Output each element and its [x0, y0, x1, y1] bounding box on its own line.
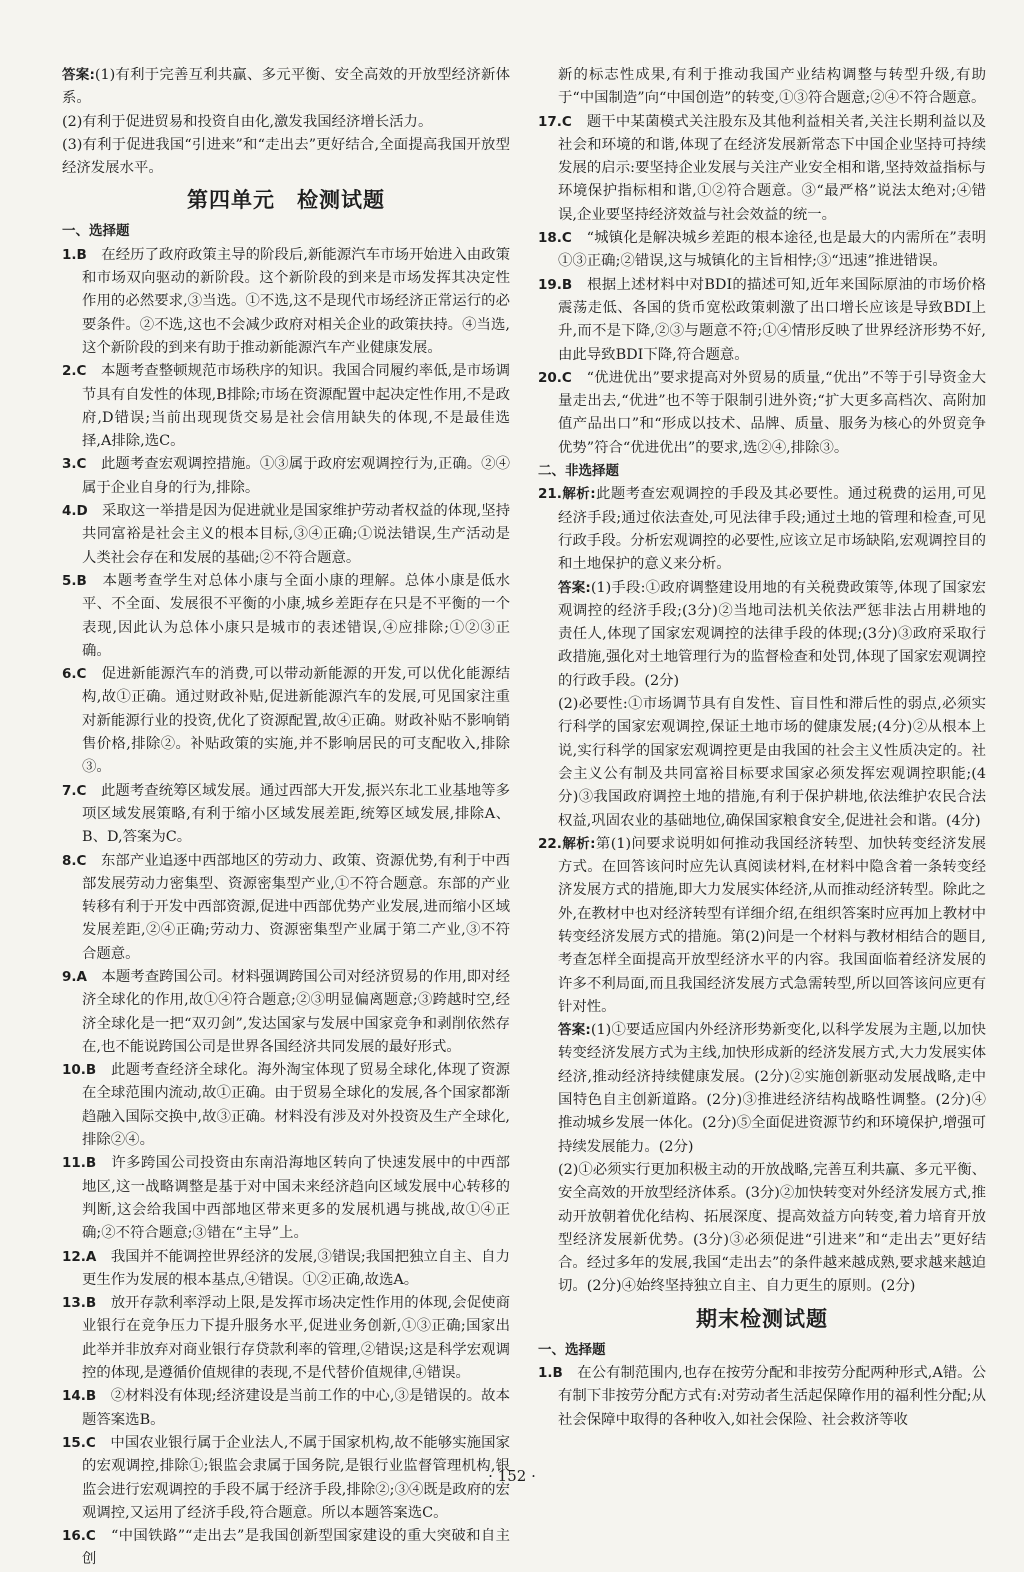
- question-21-analysis: 21.解析:此题考查宏观调控的手段及其必要性。通过税费的运用,可见经济手段;通过依法查处,可见法律手段;通过土地的管理和检查,可见行政手段。分析宏观调控的必要性,应该立足市场缺陷,宏观调控目的和土地保护的意义来分析。: [538, 486, 987, 573]
- list-item: 8.C 东部产业追逐中西部地区的劳动力、政策、资源优势,有利于中西部发展劳动力密集型、资源密集型产业,①不符合题意。东部的产业转移有利于开发中西部资源,促进中西部优势产业发展,进而缩小区域发展差距,②④正确;劳动力、资源密集型产业属于第二产业,③不符合题意。: [62, 852, 510, 962]
- list-item: 5.B 本题考查学生对总体小康与全面小康的理解。总体小康是低水平、不全面、发展很不平衡的小康,城乡差距存在只是不平衡的一个表现,因此认为总体小康只是城市的表述错误,④应排除;①②③正确。: [62, 572, 510, 659]
- answer-line-2: (2)有利于促进贸易和投资自由化,激发我国经济增长活力。: [62, 113, 433, 130]
- answer-line-1: 答案:(1)有利于完善互利共赢、多元平衡、安全高效的开放型经济新体系。: [62, 67, 510, 107]
- list-item: 3.C 此题考查宏观调控措施。①③属于政府宏观调控行为,正确。②④属于企业自身的行为,排除。: [62, 456, 510, 496]
- list-item: 4.D 采取这一举措是因为促进就业是国家维护劳动者权益的体现,坚持共同富裕是社会主义的根本目标,③④正确;①说法错误,生产活动是人类社会存在和发展的基础;②不符合题意。: [62, 503, 510, 566]
- final-exam-title: 期末检测试题: [696, 1306, 828, 1331]
- question-21-answer-1: 答案:(1)手段:①政府调整建设用地的有关税费政策等,体现了国家宏观调控的经济手段;(3分)②当地司法机关依法严惩非法占用耕地的责任人,体现了国家宏观调控的法律手段的体现;(3分)③政府采取行政措施,强化对土地管理行为的监督检查和处罚,体现了国家宏观调控的行政手段。(2分): [558, 579, 987, 689]
- list-item: 1.B 在公有制范围内,也存在按劳分配和非按劳分配两种形式,A错。公有制下非按劳分配方式有:对劳动者生活起保障作用的福利性分配;从社会保障中取得的各种收入,如社会保险、社会救济等收: [538, 1365, 986, 1428]
- list-item: 17.C 题干中某菌模式关注股东及其他利益相关者,关注长期利益以及社会和环境的和谐,体现了在经济发展新常态下中国企业坚持可持续发展的启示:要坚持企业发展与关注产业安全相和谐,坚持效益指标与环境保护指标相和谐,①②符合题意。③“最严格”说法太绝对;④错误,企业要坚持经济效益与社会效益的统一。: [538, 113, 986, 223]
- page-number: · 152 ·: [488, 1467, 536, 1485]
- section-heading: 二、非选择题: [538, 463, 619, 480]
- list-item: 18.C “城镇化是解决城乡差距的根本途径,也是最大的内需所在”表明①③正确;②错误,这与城镇化的主旨相悖;③“迅速”推进错误。: [538, 230, 986, 270]
- question-22-analysis: 22.解析:第(1)问要求说明如何推动我国经济转型、加快转变经济发展方式。在回答该问时应先认真阅读材料,在材料中隐含着一条转变经济发展方式的措施,即大力发展实体经济,从而推动经济转型。除此之外,在教材中也对经济转型有详细介绍,在组织答案时应再加上教材中转变经济发展方式的措施。第(2)问是一个材料与教材相结合的题目,考查怎样全面提高开放型经济水平的内容。我国面临着经济发展的许多不利局面,而且我国经济发展方式急需转型,所以回答该问应更有针对性。: [538, 835, 986, 1015]
- list-item: 16.C “中国铁路”“走出去”是我国创新型国家建设的重大突破和自主创: [62, 1528, 510, 1568]
- list-item: 13.B 放开存款利率浮动上限,是发挥市场决定性作用的体现,会促使商业银行在竞争压力下提升服务水平,促进业务创新,①③正确;国家出此举并非放弃对商业银行存贷款利率的管理,②错误;这是科学宏观调控的体现,是遵循价值规律的表现,不是代替价值规律,④错误。: [62, 1295, 510, 1382]
- list-item: 7.C 此题考查统筹区域发展。通过西部大开发,振兴东北工业基地等多项区域发展策略,有利于缩小区域发展差距,统筹区域发展,排除A、B、D,答案为C。: [62, 782, 510, 846]
- list-item: 19.B 根据上述材料中对BDI的描述可知,近年来国际原油的市场价格震荡走低、各国的货币宽松政策刺激了出口增长应该是导致BDI上升,而不是下降,②③与题意不符;①④情形反映了世界经济形势不好,由此导致BDI下降,符合题意。: [538, 276, 986, 363]
- answer-line-3: (3)有利于促进我国“引进来”和“走出去”更好结合,全面提高我国开放型经济发展水平。: [62, 136, 510, 177]
- list-item: 10.B 此题考查经济全球化。海外淘宝体现了贸易全球化,体现了资源在全球范围内流动,故①正确。由于贸易全球化的发展,各个国家都渐趋融入国际交换中,故③正确。材料没有涉及对外投资及生产全球化,排除②④。: [62, 1062, 510, 1149]
- list-item: 12.A 我国并不能调控世界经济的发展,③错误;我国把独立自主、自力更生作为发展的根本基点,④错误。①②正确,故选A。: [62, 1248, 510, 1288]
- left-column: [62, 64, 510, 1572]
- continued-text: 新的标志性成果,有利于推动我国产业结构调整与转型升级,有助于“中国制造”向“中国创造”的转变,①③符合题意;②④不符合题意。: [558, 67, 986, 107]
- list-item: 6.C 促进新能源汽车的消费,可以带动新能源的开发,可以优化能源结构,故①正确。通过财政补贴,促进新能源汽车的发展,可见国家注重对新能源行业的投资,优化了资源配置,故④正确。财政补贴不影响销售价格,排除②。补贴政策的实施,并不影响居民的可支配收入,排除③。: [62, 666, 510, 776]
- question-22-answer-2: (2)①必须实行更加积极主动的开放战略,完善互利共赢、多元平衡、安全高效的开放型经济体系。(3分)②加快转变对外经济发展方式,推动开放朝着优化结构、拓展深度、提高效益方向转变,着力培育开放型经济发展新优势。(3分)③必须促进“引进来”和“走出去”更好结合。经过多年的发展,我国“走出去”的条件越来越成熟,要求越来越迫切。(2分)④始终坚持独立自主、自力更生的原则。(2分): [558, 1161, 986, 1295]
- list-item: 15.C 中国农业银行属于企业法人,不属于国家机构,故不能够实施国家的宏观调控,排除①;银监会隶属于国务院,是银行业监督管理机构,银监会进行宏观调控的手段不属于经济手段,排除②;③④既是政府的宏观调控,又运用了经济手段,符合题意。所以本题答案选C。: [62, 1434, 510, 1521]
- section-heading: 一、选择题: [538, 1341, 606, 1358]
- list-item: 11.B 许多跨国公司投资由东南沿海地区转向了快速发展中的中西部地区,这一战略调整是基于对中国未来经济趋向区域发展中心转移的判断,这会给我国中西部地区带来更多的发展机遇与挑战,故①④正确;②不符合题意;③错在“主导”上。: [62, 1155, 510, 1242]
- question-22-answer-1: 答案:(1)①要适应国内外经济形势新变化,以科学发展为主题,以加快转变经济发展方式为主线,加快形成新的经济发展方式,大力发展实体经济,推动经济持续健康发展。(2分)②实施创新驱动发展战略,走中国特色自主创新道路。(2分)③推进经济结构战略性调整。(2分)④推动城乡发展一体化。(2分)⑤全面促进资源节约和环境保护,增强可持续发展能力。(2分): [558, 1022, 986, 1155]
- section-heading: 一、选择题: [62, 223, 130, 240]
- list-item: 2.C 本题考查整顿规范市场秩序的知识。我国合同履约率低,是市场调节具有自发性的体现,B排除;市场在资源配置中起决定性作用,不是政府,D错误;当前出现现货交易是社会信用缺失的体现,不是最佳选择,A排除,选C。: [62, 363, 510, 450]
- question-21-answer-2: (2)必要性:①市场调节具有自发性、盲目性和滞后性的弱点,必须实行科学的国家宏观调控,保证土地市场的健康发展;(4分)②从根本上说,实行科学的国家宏观调控更是由我国的社会主义性质决定的。社会主义公有制及共同富裕目标要求国家必须发挥宏观调控职能;(4分)③我国政府调控土地的措施,有利于保护耕地,依法维护农民合法权益,巩固农业的基础地位,确保国家粮食安全,促进社会和谐。(4分): [558, 696, 986, 829]
- right-column: [538, 64, 986, 1432]
- list-item: 9.A 本题考查跨国公司。材料强调跨国公司对经济贸易的作用,即对经济全球化的作用,故①④符合题意;②③明显偏离题意;③跨越时空,经济全球化是一把“双刃剑”,发达国家与发展中国家竞争和剥削依然存在,也不能说跨国公司是世界各国经济共同发展的最好形式。: [62, 968, 510, 1055]
- list-item: 14.B ②材料没有体现;经济建设是当前工作的中心,③是错误的。故本题答案选B。: [62, 1388, 510, 1428]
- list-item: 20.C “优进优出”要求提高对外贸易的质量,“优出”不等于引导资金大量走出去,“优进”也不等于限制引进外资;“扩大更多高档次、高附加值产品出口”和“形成以技术、品牌、质量、服务为核心的外贸竞争优势”符合“优进优出”的要求,选②④,排除③。: [538, 369, 986, 456]
- unit-title: 第四单元 检测试题: [187, 188, 385, 213]
- list-item: 1.B 在经历了政府政策主导的阶段后,新能源汽车市场开始进入由政策和市场双向驱动的新阶段。这个新阶段的到来是市场发挥其决定性作用的必然要求,③当选。①不选,这不是现代市场经济正常运行的必要条件。②不选,这也不会减少政府对相关企业的政策扶持。④当选,这个新阶段的到来有助于推动新能源汽车产业健康发展。: [62, 246, 510, 356]
